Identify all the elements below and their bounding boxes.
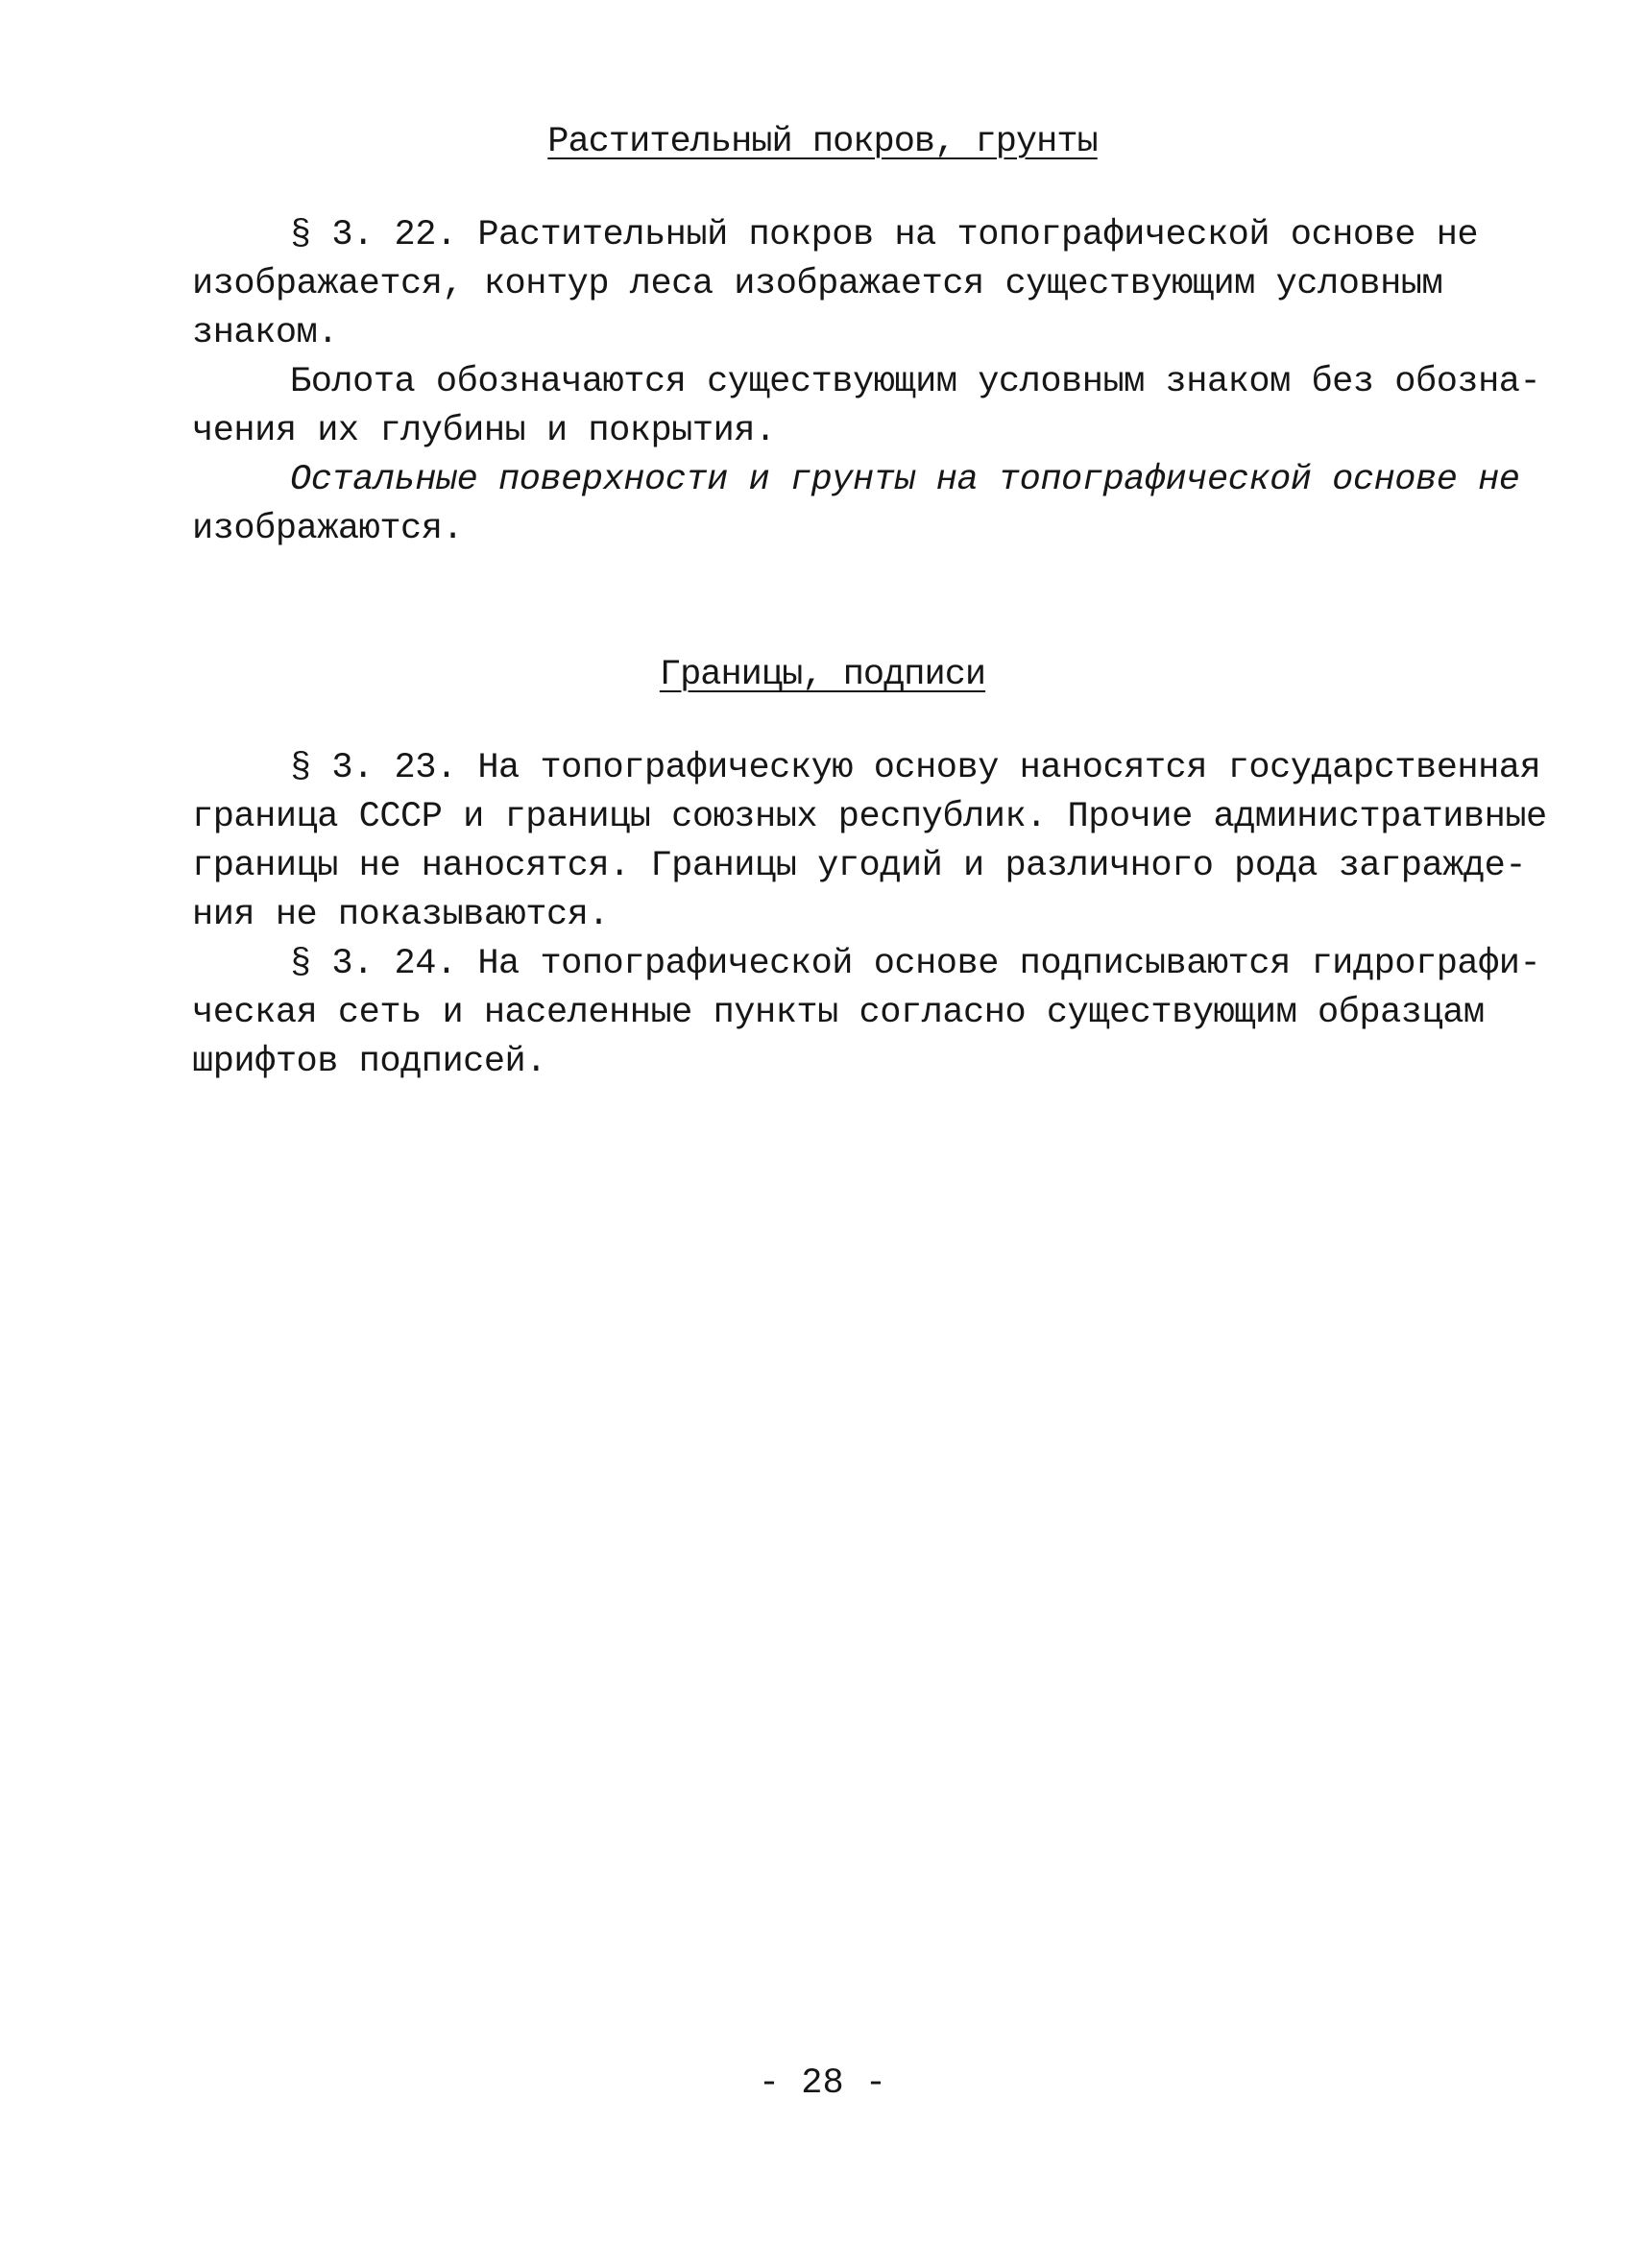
paragraph-3-22-line-2: изображается, контур леса изображается существующим условным (192, 264, 1443, 304)
section-heading-borders-text: Границы, подписи (659, 655, 986, 695)
paragraph-3-23-line-1: § 3. 23. На топографическую основу наносятся государственная (290, 748, 1541, 788)
paragraph-3-24-line-1: § 3. 24. На топографической основе подписываются гидрографи- (290, 944, 1541, 984)
section-heading-borders (0, 656, 1645, 694)
section-heading-vegetation-text: Растительный покров, грунты (547, 122, 1098, 162)
paragraph-3-23-line-2: граница СССР и границы союзных республик. Прочие административные (192, 797, 1547, 837)
paragraph-3-23-line-3: границы не наносятся. Границы угодий и различного рода загражде- (192, 846, 1527, 886)
paragraph-3-24-line-2: ческая сеть и населенные пункты согласно существующим образцам (192, 993, 1485, 1033)
paragraph-3-23-line-4: ния не показываются. (192, 895, 610, 935)
paragraph-surfaces-line-2: изображаются. (192, 509, 464, 549)
paragraph-3-22-line-1: § 3. 22. Растительный покров на топографической основе не (290, 215, 1479, 255)
section-heading-vegetation (0, 123, 1645, 161)
paragraph-surfaces-line-1: Остальные поверхности и грунты на топографической основе не (290, 460, 1520, 500)
paragraph-swamps-line-2: чения их глубины и покрытия. (192, 411, 776, 451)
page-number: - 28 - (758, 2063, 887, 2104)
paragraph-swamps-line-1: Болота обозначаются существующим условным знаком без обозна- (290, 362, 1541, 402)
paragraph-3-22-line-3: знаком. (192, 313, 338, 353)
paragraph-3-24-line-3: шрифтов подписей. (192, 1042, 546, 1082)
